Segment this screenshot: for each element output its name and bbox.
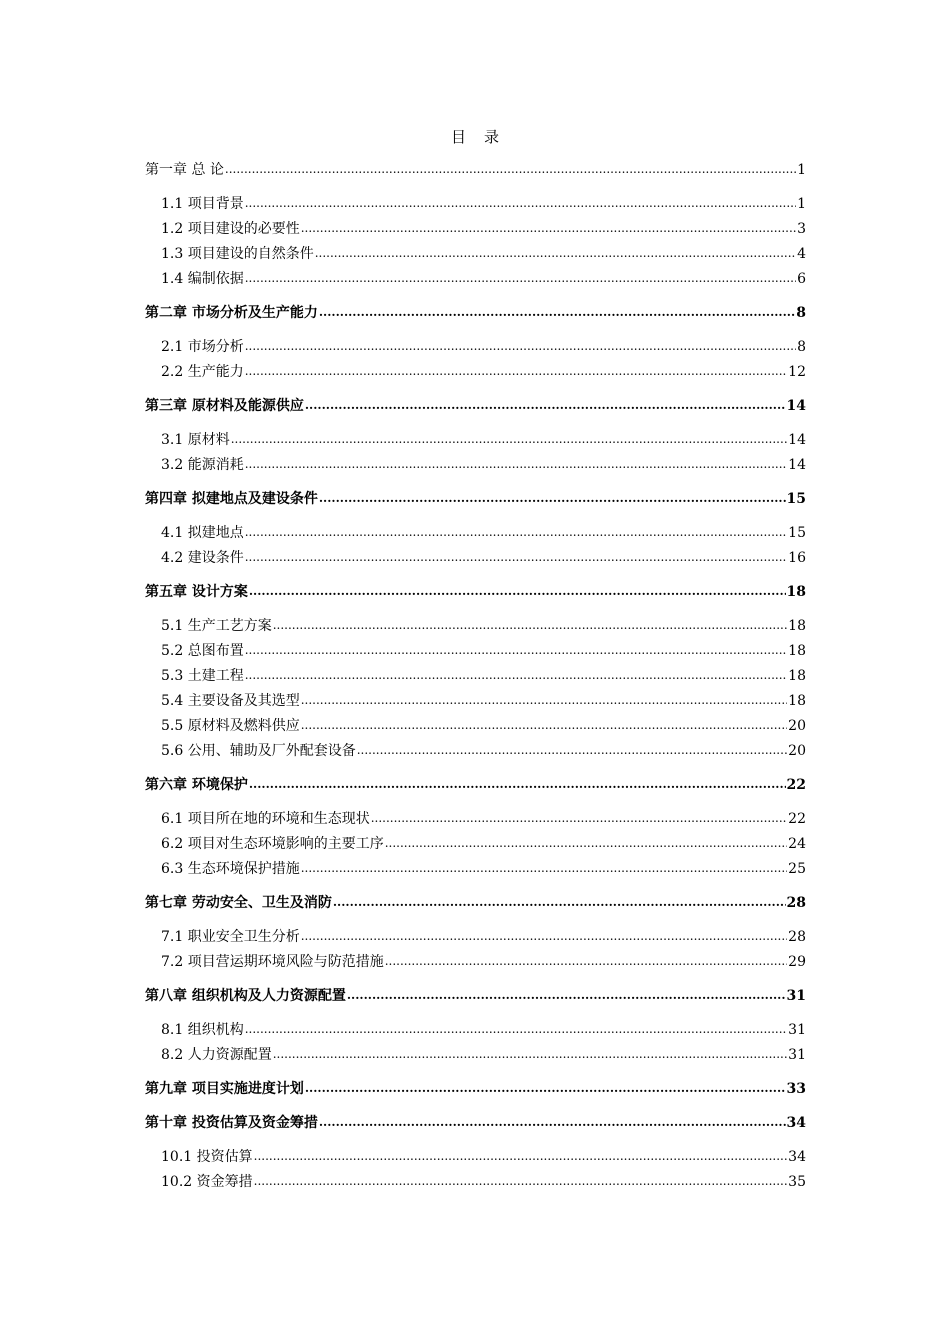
dot-leader [301,688,787,713]
toc-entry-label: 第三章 原材料及能源供应 [145,398,304,414]
toc-page-number: 24 [788,836,806,852]
toc-section-entry[interactable] [145,925,806,950]
toc-section-entry[interactable] [145,360,806,385]
toc-page-number: 6 [797,271,806,287]
toc-entry-label: 10.2 资金筹措 [161,1174,253,1190]
dot-leader [385,949,787,974]
dot-leader [371,806,787,831]
toc-entry-label: 6.3 生态环境保护措施 [161,861,300,877]
toc-section-entry[interactable] [145,714,806,739]
toc-page-number: 16 [788,550,806,566]
toc-entry-label: 6.1 项目所在地的环境和生态现状 [161,811,370,827]
toc-entry-label: 第一章 总 论 [145,162,224,178]
toc-page-number: 15 [788,525,806,541]
toc-section-entry[interactable] [145,639,806,664]
toc-entry-label: 1.3 项目建设的自然条件 [161,246,314,262]
dot-leader [319,1110,786,1135]
toc-page-number: 18 [788,643,806,659]
toc-entry-label: 第七章 劳动安全、卫生及消防 [145,895,332,911]
toc-chapter-entry[interactable] [145,158,806,183]
toc-page-number: 22 [786,777,806,793]
toc-page-number: 31 [786,988,806,1004]
toc-entry-label: 8.1 组织机构 [161,1022,244,1038]
toc-page-number: 3 [797,221,806,237]
toc-section-entry[interactable] [145,521,806,546]
dot-leader [273,1042,787,1067]
dot-leader [385,831,787,856]
toc-section-entry[interactable] [145,1145,806,1170]
toc-entry-label: 4.2 建设条件 [161,550,244,566]
toc-title: 目录 [450,128,517,146]
toc-entry-label: 1.4 编制依据 [161,271,244,287]
toc-section-entry[interactable] [145,807,806,832]
toc-entry-label: 第四章 拟建地点及建设条件 [145,491,318,507]
toc-section-entry[interactable] [145,453,806,478]
toc-entry-label: 第八章 组织机构及人力资源配置 [145,988,346,1004]
toc-section-entry[interactable] [145,832,806,857]
toc-page-number: 35 [788,1174,806,1190]
toc-section-entry[interactable] [145,689,806,714]
toc-page-number: 14 [788,457,806,473]
toc-chapter-entry[interactable] [145,580,806,605]
toc-section-entry[interactable] [145,664,806,689]
toc-page-number: 8 [796,305,806,321]
dot-leader [305,1076,786,1101]
toc-page-number: 25 [788,861,806,877]
toc-page-number: 18 [786,584,806,600]
toc-chapter-entry[interactable] [145,394,806,419]
toc-section-entry[interactable] [145,1018,806,1043]
toc-entry-label: 第九章 项目实施进度计划 [145,1081,304,1097]
toc-page-number: 20 [788,743,806,759]
toc-section-entry[interactable] [145,192,806,217]
dot-leader [273,613,787,638]
toc-entry-label: 5.3 土建工程 [161,668,244,684]
dot-leader [245,638,787,663]
dot-leader [301,216,796,241]
dot-leader [245,663,787,688]
toc-page-number: 18 [788,618,806,634]
toc-entry-label: 1.1 项目背景 [161,196,244,212]
dot-leader [245,191,796,216]
dot-leader [245,1017,787,1042]
toc-section-entry[interactable] [145,1043,806,1068]
toc-page-number: 34 [788,1149,806,1165]
toc-entry-label: 4.1 拟建地点 [161,525,244,541]
dot-leader [333,890,786,915]
toc-entry-label: 1.2 项目建设的必要性 [161,221,300,237]
toc-section-entry[interactable] [145,428,806,453]
dot-leader [231,427,787,452]
toc-page-number: 28 [786,895,806,911]
dot-leader [301,856,787,881]
dot-leader [249,772,786,797]
table-of-contents [145,158,806,1195]
dot-leader [245,520,787,545]
toc-entry-label: 6.2 项目对生态环境影响的主要工序 [161,836,384,852]
toc-section-entry[interactable] [145,217,806,242]
toc-entry-label: 3.2 能源消耗 [161,457,244,473]
dot-leader [249,579,786,604]
toc-entry-label: 7.2 项目营运期环境风险与防范措施 [161,954,384,970]
toc-page-number: 8 [797,339,806,355]
toc-entry-label: 7.1 职业安全卫生分析 [161,929,300,945]
toc-page-number: 34 [786,1115,806,1131]
toc-section-entry[interactable] [145,614,806,639]
dot-leader [245,545,787,570]
dot-leader [301,713,787,738]
dot-leader [347,983,786,1008]
toc-entry-label: 3.1 原材料 [161,432,230,448]
toc-section-entry[interactable] [145,546,806,571]
toc-section-entry[interactable] [145,857,806,882]
dot-leader [254,1169,788,1194]
toc-section-entry[interactable] [145,1170,806,1195]
dot-leader [245,359,787,384]
toc-page-number: 22 [788,811,806,827]
toc-page-number: 20 [788,718,806,734]
toc-page-number: 29 [788,954,806,970]
toc-section-entry[interactable] [145,950,806,975]
toc-page-number: 18 [788,668,806,684]
toc-page-number: 1 [797,162,806,178]
dot-leader [301,924,787,949]
toc-page-number: 31 [788,1047,806,1063]
toc-chapter-entry[interactable] [145,1077,806,1102]
toc-entry-label: 第五章 设计方案 [145,584,248,600]
dot-leader [319,300,795,325]
toc-section-entry[interactable] [145,739,806,764]
toc-page-number: 1 [797,196,806,212]
dot-leader [245,452,787,477]
toc-section-entry[interactable] [145,242,806,267]
toc-entry-label: 2.1 市场分析 [161,339,244,355]
toc-entry-label: 2.2 生产能力 [161,364,244,380]
toc-page-number: 15 [786,491,806,507]
toc-entry-label: 5.5 原材料及燃料供应 [161,718,300,734]
toc-chapter-entry[interactable] [145,487,806,512]
toc-section-entry[interactable] [145,267,806,292]
dot-leader [225,157,796,182]
toc-entry-label: 5.6 公用、辅助及厂外配套设备 [161,743,356,759]
toc-chapter-entry[interactable] [145,891,806,916]
dot-leader [315,241,796,266]
dot-leader [305,393,786,418]
toc-entry-label: 第六章 环境保护 [145,777,248,793]
toc-page-number: 31 [788,1022,806,1038]
dot-leader [357,738,787,763]
toc-page-number: 28 [788,929,806,945]
toc-entry-label: 8.2 人力资源配置 [161,1047,272,1063]
toc-entry-label: 第十章 投资估算及资金筹措 [145,1115,318,1131]
toc-entry-label: 第二章 市场分析及生产能力 [145,305,318,321]
toc-entry-label: 5.2 总图布置 [161,643,244,659]
toc-chapter-entry[interactable] [145,773,806,798]
toc-chapter-entry[interactable] [145,301,806,326]
toc-page-number: 14 [786,398,806,414]
toc-entry-label: 5.4 主要设备及其选型 [161,693,300,709]
toc-page-number: 33 [786,1081,806,1097]
toc-section-entry[interactable] [145,335,806,360]
toc-page-number: 4 [797,246,806,262]
toc-page-number: 14 [788,432,806,448]
dot-leader [245,334,796,359]
toc-entry-label: 10.1 投资估算 [161,1149,253,1165]
toc-page-number: 12 [788,364,806,380]
toc-chapter-entry[interactable] [145,984,806,1009]
dot-leader [245,266,796,291]
toc-page-number: 18 [788,693,806,709]
dot-leader [254,1144,788,1169]
toc-chapter-entry[interactable] [145,1111,806,1136]
toc-entry-label: 5.1 生产工艺方案 [161,618,272,634]
dot-leader [319,486,786,511]
